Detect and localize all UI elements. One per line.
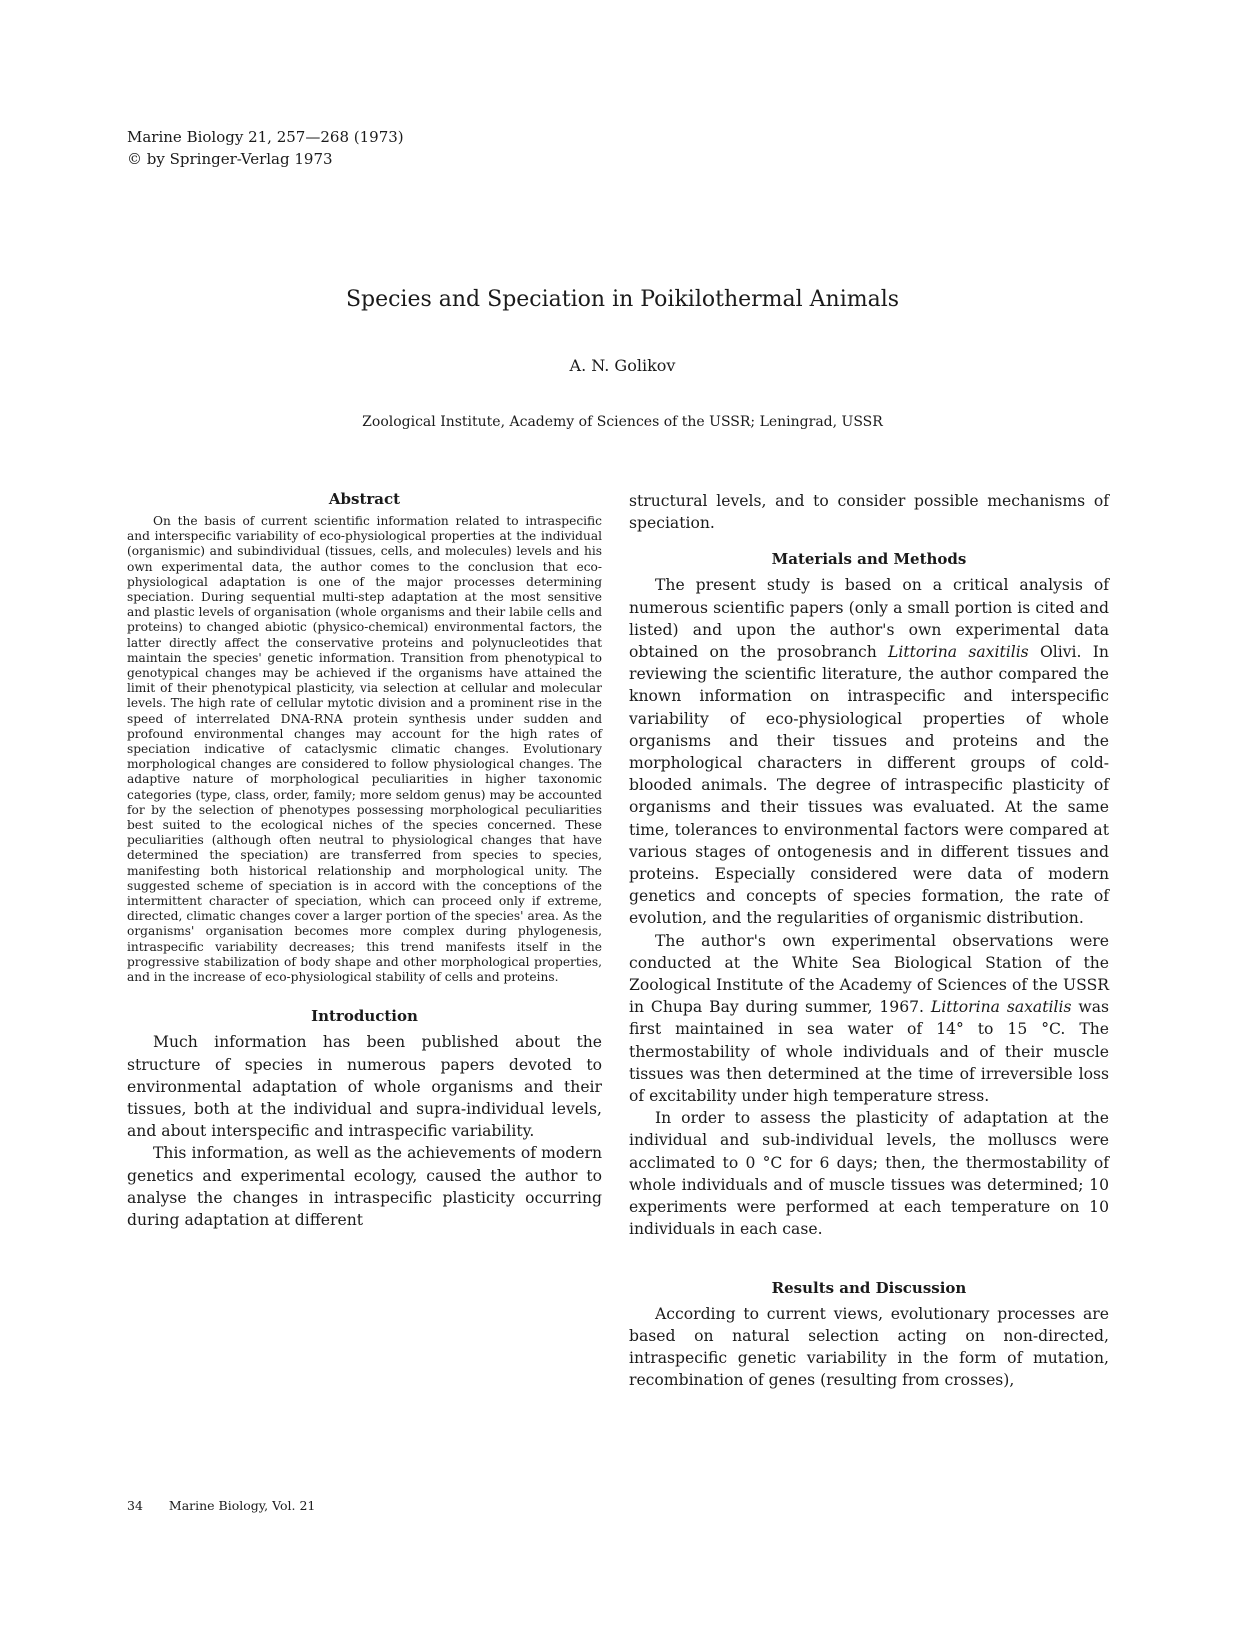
author-affiliation: Zoological Institute, Academy of Sciences of the USSR; Leningrad, USSR xyxy=(362,414,883,430)
page-number: 34 xyxy=(127,1498,143,1513)
journal-citation: Marine Biology 21, 257—268 (1973) xyxy=(127,128,404,146)
right-column xyxy=(629,490,1109,1391)
species-name: Littorina saxatilis xyxy=(930,998,1072,1017)
footer-journal: Marine Biology, Vol. 21 xyxy=(168,1498,316,1513)
methods-paragraph-2: The author's own experimental observations were conducted at the White Sea Biological Station of the Zoological Institute of the Academy of Sciences of the USSR in Chupa Bay during summer, 1967. Littorina saxatilis was first maintained in sea water of 14° to 15 °C. The thermostability of whole individuals and of their muscle tissues was then determined at the time of irreversible loss of excitability under high temperature stress. xyxy=(629,931,1110,1106)
species-name: Littorina saxitilis xyxy=(888,643,1029,662)
introduction-heading: Introduction xyxy=(311,1007,418,1026)
introduction-paragraph-1: Much information has been published about the structure of species in numerous papers devoted to environmental adaptation of whole organisms and their tissues, both at the individual and supra-individual levels, and about interspecific and intraspecific variability. xyxy=(127,1033,602,1141)
copyright-line: © by Springer-Verlag 1973 xyxy=(127,150,333,168)
abstract-heading: Abstract xyxy=(328,490,401,508)
author-name: A. N. Golikov xyxy=(569,356,676,375)
results-paragraph-1: According to current views, evolutionary processes are based on natural selection acting on non-directed, intraspecific genetic variability in the form of mutation, recombination of genes (resulting from crosses), xyxy=(629,1304,1109,1390)
methods-paragraph-1: The present study is based on a critical analysis of numerous scientific papers (only a small portion is cited and listed) and upon the author's own experimental data obtained on the prosobranch Littorina saxitilis Olivi. In reviewing the scientific literature, the author compared the known information on intraspecific and interspecific variability of eco-physiological properties of whole organisms and their tissues and proteins and the morphological characters in different groups of cold-blooded animals. The degree of intraspecific plasticity of organisms and their tissues was evaluated. At the same time, tolerances to environmental factors were compared at various stages of ontogenesis and in different tissues and proteins. Especially considered were data of modern genetics and concepts of species formation, the rate of evolution, and the regularities of organismic distribution. xyxy=(629,576,1109,928)
methods-heading: Materials and Methods xyxy=(771,550,967,569)
paper-title: Species and Speciation in Poikilothermal Animals xyxy=(345,287,900,312)
abstract-text: On the basis of current scientific information related to intraspecific and interspecific variability of eco-physiological properties at the individual (organismic) and subindividual (tissues, cells, and molecules) levels and his own experimental data, the author comes to the conclusion that eco-physiological adaptation is one of the major processes determining speciation. During sequential multi-step adaptation at the most sensitive and plastic levels of organisation (whole organisms and their labile cells and proteins) to changed abiotic (physico-chemical) environmental factors, the latter directly affect the conservative proteins and polynucleotides that maintain the species' genetic information. Transition from phenotypical to genotypical changes may be achieved if the organisms have attained the limit of their phenotypical plasticity, via selection at cellular and molecular levels. The high rate of cellular mytotic division and a prominent rise in the speed of interrelated DNA-RNA protein synthesis under sudden and profound environmental changes may account for the high rates of speciation indicative of cataclysmic climatic changes. Evolutionary morphological changes are considered to follow physiological changes. The adaptive nature of morphological peculiarities in higher taxonomic categories (type, class, order, family; more seldom genus) may be accounted for by the selection of phenotypes possessing morphological peculiarities best suited to the ecological niches of the species concerned. These peculiarities (although often neutral to physiological changes that have determined the speciation) are transferred from species to species, manifesting both historical relationship and morphological unity. The suggested scheme of speciation is in accord with the conceptions of the intermittent character of speciation, which can proceed only if extreme, directed, climatic changes cover a larger portion of the species' area. As the organisms' organisation becomes more complex during phylogenesis, intraspecific variability decreases; this trend manifests itself in the progressive stabilization of body shape and other morphological properties, and in the increase of eco-physiological stability of cells and proteins. xyxy=(127,514,602,985)
introduction-paragraph-2-continued: structural levels, and to consider possible mechanisms of speciation. xyxy=(629,492,1109,533)
page-footer xyxy=(127,1498,315,1513)
introduction-paragraph-2: This information, as well as the achievements of modern genetics and experimental ecology, caused the author to analyse the changes in intraspecific plasticity occurring during adaptation at different xyxy=(127,1144,602,1229)
results-heading: Results and Discussion xyxy=(771,1278,967,1297)
running-header xyxy=(127,126,404,170)
left-column xyxy=(127,490,602,1231)
methods-paragraph-3: In order to assess the plasticity of adaptation at the individual and sub-individual levels, the molluscs were acclimated to 0 °C for 6 days; then, the thermostability of whole individuals and of muscle tissues was determined; 10 experiments were performed at each temperature on 10 individuals in each case. xyxy=(629,1109,1109,1239)
